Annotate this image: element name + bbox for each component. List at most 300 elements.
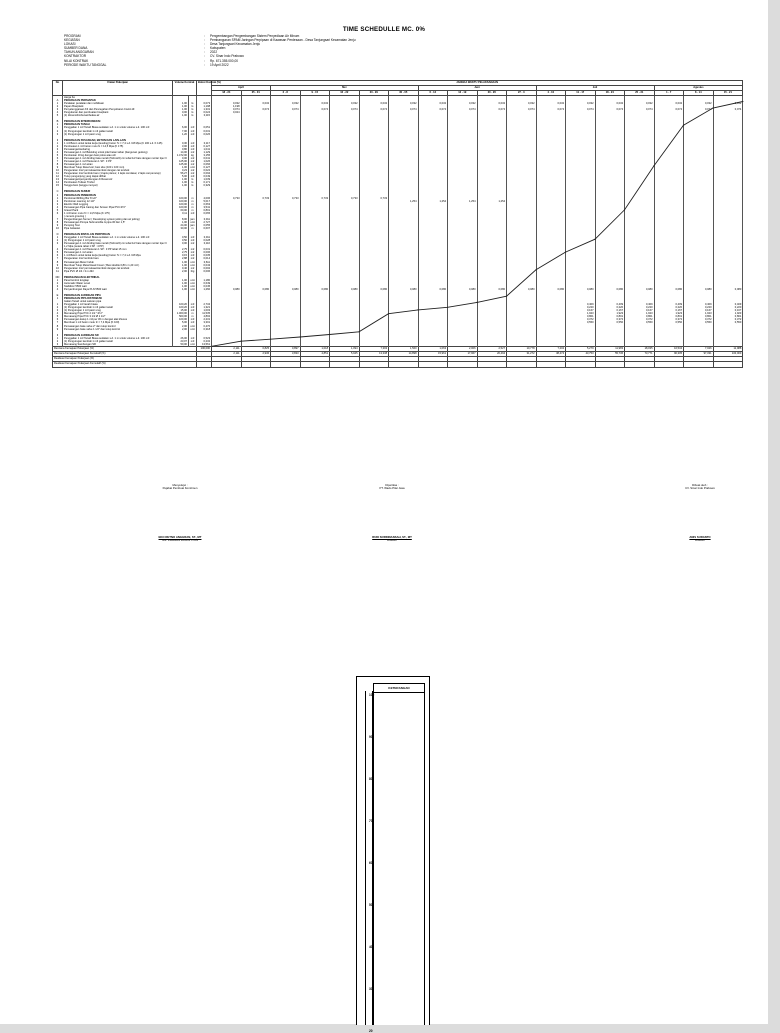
axis-tick-label: 70: [369, 819, 373, 823]
row-weight: 0,127: [197, 145, 212, 148]
row-volume: 15,00: [173, 309, 189, 312]
info-separator: :: [204, 58, 205, 63]
row-weight: 2,734: [197, 303, 212, 306]
row-unit: m2: [189, 251, 197, 254]
footer-week-value: 2,527: [477, 346, 507, 351]
row-no: 5: [53, 114, 63, 117]
row-weight: 0,051: [197, 126, 212, 129]
row-unit: m: [189, 200, 197, 203]
row-description: Pemasangan Pipa Casing dan Screen Pipa PVC Ø 6": [63, 206, 173, 209]
footer-week-value: 2,006: [448, 346, 478, 351]
row-week-value: 0,550: [654, 321, 684, 324]
row-unit: m3: [189, 239, 197, 242]
row-weight: 0,318: [197, 328, 212, 331]
row-description: Pemasangan 1 m2 Plesteran 1 SP : 3 PP tebal 15 mm: [63, 248, 173, 251]
row-unit: m3: [189, 133, 197, 136]
schedule-table-wrapper: [52, 80, 742, 467]
percentage-axis: [365, 691, 373, 1025]
row-week-value: 0,167: [595, 309, 625, 312]
row-week-value: 1,923: [654, 312, 684, 315]
row-description: Panel kontrol lengkap: [63, 279, 173, 282]
row-unit: m3: [189, 130, 197, 133]
row-weight: 0,022: [197, 169, 212, 172]
row-no: 8: [53, 163, 63, 166]
row-description: 1 m3 Beton untuk lantai kerja (leveling) beton f'c = 7,4 s.d. fc8 Mpa: [63, 254, 173, 257]
row-no: 2: [53, 282, 63, 285]
info-value: Rp. 671.355.000,00: [210, 58, 239, 63]
row-unit: m2: [189, 257, 197, 260]
footer-week-value: [300, 362, 330, 367]
header-week: 27 - 3: [507, 91, 537, 96]
row-description: PEKERJAAN SUMUR: [63, 190, 173, 193]
footer-total: 100,000: [197, 346, 212, 351]
footer-week-value: [684, 362, 714, 367]
row-week-value: 0,733: [241, 197, 271, 200]
row-no: 12: [53, 175, 63, 178]
footer-week-value: 73,771: [625, 352, 655, 357]
row-week-value: 0,032: [448, 102, 478, 105]
row-week-value: 1,923: [713, 312, 743, 315]
row-unit: ls: [189, 111, 197, 114]
row-weight: 3,301: [197, 321, 212, 324]
footer-week-value: 18,035: [625, 346, 655, 351]
row-volume: 5,00: [173, 175, 189, 178]
header-month: Mei: [271, 86, 419, 91]
row-week-value: 0,372: [625, 318, 655, 321]
row-weight: 0,065: [197, 212, 212, 215]
signature-role: [620, 484, 780, 491]
row-weight: 2,231: [197, 318, 212, 321]
row-volume: 0,00: [173, 242, 189, 245]
row-no: 9: [53, 224, 63, 227]
row-week-value: 0,372: [566, 318, 596, 321]
row-no: 1: [53, 123, 63, 126]
footer-week-value: [448, 362, 478, 367]
row-unit: unit: [190, 278, 195, 282]
info-label: TAHUN ANGGARAN: [64, 50, 94, 55]
row-description: (1) dimensi/timbunan/bekas air: [63, 114, 173, 117]
footer-week-value: 13,338: [359, 352, 389, 357]
footer-week-value: 55,736: [595, 352, 625, 357]
signature-role-line2: Pejabat Pembuat Komitmen: [162, 486, 198, 491]
row-no: 2: [53, 239, 63, 242]
info-value: Pembangunan SPAM Jaringan Perpipaan di Kawasan Perdesaan - Desa Tanjungsari Kecamatan Jenju: [210, 38, 356, 43]
footer-week-value: [389, 362, 419, 367]
row-description: Gravel Pack: [63, 209, 173, 212]
row-week-value: 0,074: [684, 108, 714, 111]
row-description: PEKERJAAN PIPA DISTRIBUSI: [63, 297, 173, 300]
row-weight: 0,026: [197, 133, 212, 136]
row-weight: 0,011: [197, 218, 212, 221]
header-week: 11 - 17: [566, 91, 596, 96]
row-volume: 26,00: [173, 337, 189, 340]
row-no: 3: [53, 309, 63, 312]
info-row: [64, 63, 356, 67]
row-unit: m2: [189, 169, 197, 172]
row-weight: 11,535: [197, 312, 212, 315]
info-value: CV. Sinar Indo Prabowo: [210, 54, 244, 59]
second-sheet: [356, 676, 430, 1033]
footer-total: [197, 362, 212, 367]
row-no: 8: [53, 261, 63, 264]
row-description: Pemasangan Gate valve 1 1/2" dan tutup kontrol: [63, 328, 173, 331]
row-no: E: [53, 294, 63, 297]
row-weight: 1,331: [197, 108, 212, 111]
row-week-value: 0,074: [330, 108, 360, 111]
row-unit: m3: [189, 306, 197, 309]
row-description: Pipa PVC Ø 1/4 / 3 m dibl: [63, 270, 173, 273]
header-month: Juni: [418, 86, 536, 91]
row-no: 9: [53, 264, 63, 267]
signature-role-line1: Diperiksa :: [385, 483, 399, 487]
row-weight: 0,171: [197, 181, 212, 184]
footer-week-value: [241, 362, 271, 367]
row-unit: kg: [189, 154, 197, 157]
row-no: 15: [53, 184, 63, 187]
row-volume: 125,00: [173, 163, 189, 166]
row-unit: jam: [190, 217, 195, 221]
row-unit: ls: [189, 102, 197, 105]
row-unit: m3: [189, 212, 197, 215]
row-unit: unit: [190, 327, 195, 331]
footer-week-value: 43,753: [566, 352, 596, 357]
row-week-value: 0,167: [566, 309, 596, 312]
row-week-value: 0,550: [625, 321, 655, 324]
row-week-value: 0,032: [389, 102, 419, 105]
row-no: 3: [53, 242, 63, 245]
footer-row: [53, 362, 743, 367]
row-no: 1: [53, 303, 63, 306]
row-weight: 1,026: [197, 160, 212, 163]
row-description: Memasang Pipa PVC 3 1/2 Ø 1 1/2": [63, 315, 173, 318]
row-volume: 2,00: [173, 270, 189, 273]
footer-week-value: 20,494: [477, 352, 507, 357]
signature-role-line1: Menyetujui :: [172, 483, 188, 487]
row-unit: unit: [190, 281, 195, 285]
row-weight: 0,045: [197, 285, 212, 288]
row-description: Pengecatan 1m2 permukaan/tembok dengan cat tembok: [63, 267, 173, 270]
row-no: 3: [53, 133, 63, 136]
row-no: 2: [53, 340, 63, 343]
row-unit: m3: [189, 254, 197, 257]
row-week-value: 0,032: [595, 102, 625, 105]
header-week: 8 - 14: [684, 91, 714, 96]
header-week: 4 - 10: [536, 91, 566, 96]
row-weight: 0,006: [197, 251, 212, 254]
row-volume: 0,50: [173, 236, 189, 239]
row-weight: 1,129: [197, 151, 212, 154]
row-weight: 0,049: [197, 175, 212, 178]
row-no: 1: [53, 337, 63, 340]
footer-week-value: 2,111: [212, 352, 242, 357]
axis-tick-label: 30: [369, 987, 373, 991]
row-week-value: 1,923: [566, 312, 596, 315]
row-description: Membuat Tutup Meter/Head Cover ( Besi double 0,80 x 1,20 m3 ): [63, 264, 173, 267]
header-no: No: [53, 81, 63, 96]
row-weight: 1,041: [197, 148, 212, 151]
row-description: Pengecatan 1m2 tembok baru: [63, 257, 173, 260]
row-volume: 0,00: [173, 111, 189, 114]
footer-week-value: [595, 362, 625, 367]
row-volume: 2,75: [173, 248, 189, 251]
row-volume: 1,00: [173, 108, 189, 111]
row-week-value: 0,167: [684, 309, 714, 312]
row-week-value: 0,220: [625, 306, 655, 309]
row-description: Automatic Water Level: [63, 282, 173, 285]
row-week-value: 0,032: [418, 102, 448, 105]
row-description: Pengecatan 1m2 permukaan/tembok dengan cat tembok: [63, 169, 173, 172]
row-week-value: 0,032: [684, 102, 714, 105]
row-weight: 0,470: [197, 325, 212, 328]
row-week-value: 0,409: [654, 303, 684, 306]
row-description: Pembuatan 1 m3 beton mutu fc = 14,5 Mpa (K 175): [63, 145, 173, 148]
row-unit: m3: [189, 340, 197, 343]
footer-week-value: 31,272: [507, 352, 537, 357]
row-no: 7: [53, 257, 63, 260]
header-week: 25 - 01: [241, 91, 271, 96]
row-weight: 3,155: [197, 154, 212, 157]
row-description: Pemasangan 1 m2 Plesteran 1 SP : 3 PP: [63, 160, 173, 163]
axis-tick-label: 40: [369, 945, 373, 949]
row-no: 2: [53, 306, 63, 309]
row-volume: 30,00: [173, 227, 189, 230]
signature-name: RUDI NURDINANSAH, ST., MT: [372, 535, 412, 539]
row-week-value: 0,074: [359, 108, 389, 111]
footer-week-value: [507, 362, 537, 367]
row-week-value: 0,409: [713, 303, 743, 306]
row-volume: 1.472,00: [173, 154, 189, 157]
row-week-value: 0,074: [241, 108, 271, 111]
row-weight: 1,003: [197, 309, 212, 312]
row-description: Tangga besi (tangga monyet): [63, 184, 173, 187]
row-weight: 0,035: [197, 254, 212, 257]
row-unit: m: [189, 315, 197, 318]
row-no: 4: [53, 288, 63, 291]
row-unit: m3: [189, 337, 197, 340]
footer-week-value: [359, 362, 389, 367]
footer-week-value: [212, 362, 242, 367]
row-week-value: 0,733: [359, 197, 389, 200]
row-no: 6: [53, 254, 63, 257]
row-unit: m3: [189, 142, 197, 145]
row-weight: 0,094: [197, 172, 212, 175]
row-volume: 1,00: [173, 184, 189, 187]
row-weight: 0,607: [197, 227, 212, 230]
row-no: 4: [53, 312, 63, 315]
axis-tick-label: 90: [369, 735, 373, 739]
row-week-value: 0,080: [448, 288, 478, 291]
row-unit: m3: [189, 236, 197, 239]
info-label: PROGRAM: [64, 34, 81, 38]
info-label: KEGIATAN: [64, 38, 80, 43]
row-unit: unit: [190, 220, 195, 224]
row-description: Penyambungan Daya PLN 5500 watt: [63, 288, 173, 291]
row-unit: unit: [190, 342, 195, 346]
row-unit: jam: [190, 223, 195, 227]
footer-week-value: 2,936: [241, 352, 271, 357]
row-description: 1 m3 Beton untuk lantai kerja (leveling) beton f'c = 7,4 s.d. fc8 Mpa (K 100 s.d. K 125): [63, 142, 173, 145]
row-no: 3: [53, 203, 63, 206]
row-description: Galian Tanah untuk saluran pipa: [63, 300, 173, 303]
signature-name-block: [100, 536, 260, 543]
row-description: 1 m3 beton mutu f'c = 14,5 Mpa (K 175): [63, 212, 173, 215]
row-description: (1) Pengurugan kembali 1 m3 galian tanah: [63, 340, 173, 343]
row-weight: 1,039: [197, 178, 212, 181]
row-volume: 2,88: [173, 257, 189, 260]
row-volume: 1,00: [173, 285, 189, 288]
row-week-value: 0,167: [654, 309, 684, 312]
row-description: PEMASANGAN ELEKTRIKAL: [63, 276, 173, 279]
row-description: Memasang Sambungan SR: [63, 343, 173, 347]
row-volume: 2,00: [173, 328, 189, 331]
row-volume: 56,27: [173, 172, 189, 175]
row-description: PEKERJAAN INSTALASI PERPIPAAN: [63, 233, 173, 236]
signature-role: [100, 484, 260, 491]
footer-week-value: 1,560: [389, 346, 419, 351]
row-week-value: 0,032: [713, 102, 743, 105]
row-week-value: 0,801: [566, 315, 596, 318]
row-week-value: 0,801: [713, 315, 743, 318]
row-unit: m: [189, 312, 197, 315]
row-unit: ls: [189, 184, 197, 187]
row-week-value: 1,923: [625, 312, 655, 315]
row-volume: 2,00: [173, 325, 189, 328]
row-week-value: 0,801: [654, 315, 684, 318]
row-no: 4: [53, 111, 63, 114]
row-weight: 0,523: [197, 337, 212, 340]
row-unit: unit: [190, 324, 195, 328]
header-month: Juli: [536, 86, 654, 91]
row-unit: m2: [189, 248, 197, 251]
signature-role-line2: PT. Wado Pilar Jasa: [379, 486, 405, 491]
axis-tick-label: 80: [369, 777, 373, 781]
row-week-value: 0,074: [536, 108, 566, 111]
signature-name: EKO RETNO ANGGRAN, ST., MT: [158, 535, 202, 539]
row-week-value: 0,220: [654, 306, 684, 309]
row-description: Pemboran reaming 12 1/2": [63, 200, 173, 203]
row-weight: 0,127: [197, 166, 212, 169]
row-week-value: 0,074: [389, 108, 419, 111]
row-unit: m: [189, 197, 197, 200]
row-no: II: [53, 139, 63, 142]
row-description: Pemasangan 1 m2 acian: [63, 251, 173, 254]
info-value: 2022: [210, 50, 218, 55]
row-no: 9: [53, 166, 63, 169]
row-weight: 4,006: [197, 197, 212, 200]
row-description: Penyelenggaraan K3 dan Pencegahan Penyebaran Covid-19: [63, 108, 173, 111]
row-unit: m3: [189, 321, 197, 324]
row-description: Pemasangan Gate valve 2" dan tutup kontrol: [63, 325, 173, 328]
row-no: C: [53, 190, 63, 193]
row-no: D: [53, 233, 63, 236]
row-unit: m: [189, 227, 197, 230]
row-volume: 100,00: [173, 197, 189, 200]
row-week-value: 0,550: [684, 321, 714, 324]
row-no: 11: [53, 172, 63, 175]
row-no: 2: [53, 105, 63, 108]
row-volume: 24,00: [173, 224, 189, 227]
row-no: 6: [53, 318, 63, 321]
signature-name: ANIS SURANTO: [689, 535, 711, 539]
header-week: 23 - 29: [359, 91, 389, 96]
row-week-value: 0,032: [330, 102, 360, 105]
row-volume: 0,23: [173, 169, 189, 172]
row-volume: 23,07: [173, 340, 189, 343]
row-no: 14: [53, 181, 63, 184]
row-description: (1) Pengurugan 1 m3 pasir urug: [63, 133, 173, 136]
footer-label: Rencana Kemajuan Pekerjaan Kumulatif (%): [53, 352, 197, 357]
row-week-value: 1,254: [389, 200, 419, 203]
footer-week-value: [713, 362, 743, 367]
row-weight: 1,198: [197, 105, 212, 108]
row-no: 1: [53, 102, 63, 105]
row-volume: 100,20: [173, 306, 189, 309]
footer-week-value: 16,534: [654, 346, 684, 351]
row-week-value: 0,074: [300, 108, 330, 111]
row-description: Pemasangan katup 1 m3 per 30 m dengan alat khusus: [63, 318, 173, 321]
footer-week-value: 7,202: [536, 346, 566, 351]
info-label: SUMBER DANA: [64, 46, 88, 51]
info-separator: :: [204, 42, 205, 47]
row-week-value: 0,409: [684, 303, 714, 306]
row-week-value: 0,167: [625, 309, 655, 312]
row-volume: 14,00: [173, 151, 189, 154]
row-week-value: 0,801: [595, 315, 625, 318]
info-label: PERIODE WAKTU TANGGAL: [64, 62, 107, 67]
row-description: Pemasangan/sebaring: [63, 148, 173, 151]
footer-week-value: [418, 362, 448, 367]
row-volume: 1,00: [173, 261, 189, 264]
row-volume: 500,00: [173, 315, 189, 318]
schedule-table: [52, 80, 743, 368]
row-week-value: 0,220: [713, 306, 743, 309]
row-no: 5: [53, 209, 63, 212]
row-no: 7: [53, 321, 63, 324]
info-separator: :: [204, 62, 205, 67]
row-description: Pemasangan Meter Induk: [63, 261, 173, 264]
row-unit: m3: [189, 148, 197, 151]
row-no: 6: [53, 157, 63, 160]
row-week-value: 0,733: [271, 197, 301, 200]
row-weight: 4,802: [197, 315, 212, 318]
row-unit: m3: [189, 318, 197, 321]
row-week-value: 0,733: [212, 197, 242, 200]
row-unit: unit: [190, 284, 195, 288]
row-weight: 0,031: [197, 130, 212, 133]
row-weight: 2,727: [197, 221, 212, 224]
row-volume: 1,00: [173, 166, 189, 169]
axis-tick-label: 100: [369, 693, 375, 697]
row-description: Pemasangan Pompa Submersible & pipa 30 liter 1,5": [63, 221, 173, 224]
row-volume: 0,15: [173, 254, 189, 257]
row-weight: 0,611: [197, 261, 212, 264]
footer-week-value: [477, 362, 507, 367]
row-volume: 1,00: [173, 178, 189, 181]
row-volume: 1.000,00: [173, 312, 189, 315]
row-no: 3: [53, 108, 63, 111]
row-description: PEKERJAAN TANAH: [63, 123, 173, 126]
row-unit: unit: [190, 260, 195, 264]
row-week-value: 1,254: [418, 200, 448, 203]
row-volume: 50,00: [173, 343, 189, 347]
row-description: Pengecatan 1m2 tembok baru (1 lapis plamur, 1 lapis cat dasar, 2 lapis cat penutup): [63, 172, 173, 175]
row-volume: 1,00: [173, 264, 189, 267]
row-weight: 0,006: [197, 270, 212, 273]
row-volume: 1,00: [173, 105, 189, 108]
row-unit: m2: [189, 242, 197, 245]
row-unit: m2: [189, 151, 197, 154]
row-unit: m: [189, 206, 197, 209]
